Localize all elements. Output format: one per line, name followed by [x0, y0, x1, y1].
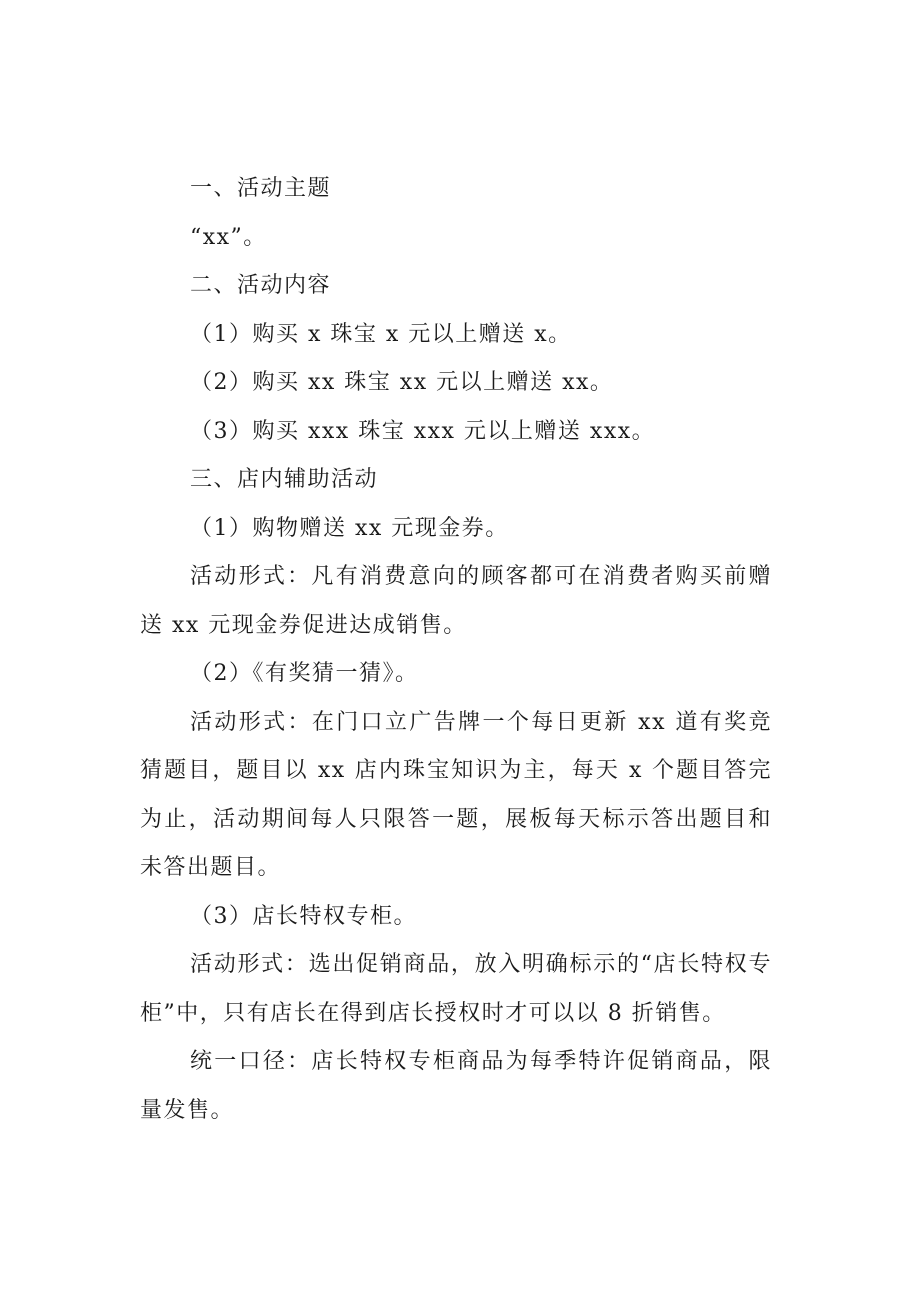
content-item-2: （2）购买 xx 珠宝 xx 元以上赠送 xx。	[190, 370, 614, 395]
auxiliary-item-1: （1）购物赠送 xx 元现金券。	[190, 515, 509, 541]
unified-statement: 统一口径：店长特权专柜商品为每季特许促销商品，限量发售。	[140, 1049, 772, 1123]
auxiliary-item-3: （3）店长特权专柜。	[190, 903, 417, 929]
content-item-1: （1）购买 x 珠宝 x 元以上赠送 x。	[190, 321, 572, 347]
section-heading-theme: 一、活动主题	[190, 176, 332, 201]
auxiliary-item-2-description: 活动形式：在门口立广告牌一个每日更新 xx 道有奖竞猜题目，题目以 xx 店内珠宝知识为主，每天 x 个题目答完为止，活动期间每人只限答一题，展板每天标示答出题目和未答出题目。	[140, 709, 772, 880]
content-item-3: （3）购买 xxx 珠宝 xxx 元以上赠送 xxx。	[190, 418, 656, 444]
auxiliary-item-2: （2）《有奖猜一猜》。	[190, 661, 419, 686]
theme-text: “xx”。	[190, 224, 267, 250]
auxiliary-item-3-description: 活动形式：选出促销商品，放入明确标示的“店长特权专柜”中，只有店长在得到店长授权时才可以以 8 折销售。	[140, 952, 772, 1026]
section-heading-content: 二、活动内容	[190, 273, 332, 298]
auxiliary-item-1-description: 活动形式：凡有消费意向的顾客都可在消费者购买前赠送 xx 元现金券促进达成销售。	[140, 564, 772, 638]
section-heading-auxiliary: 三、店内辅助活动	[190, 467, 379, 492]
document-body	[140, 165, 772, 1135]
